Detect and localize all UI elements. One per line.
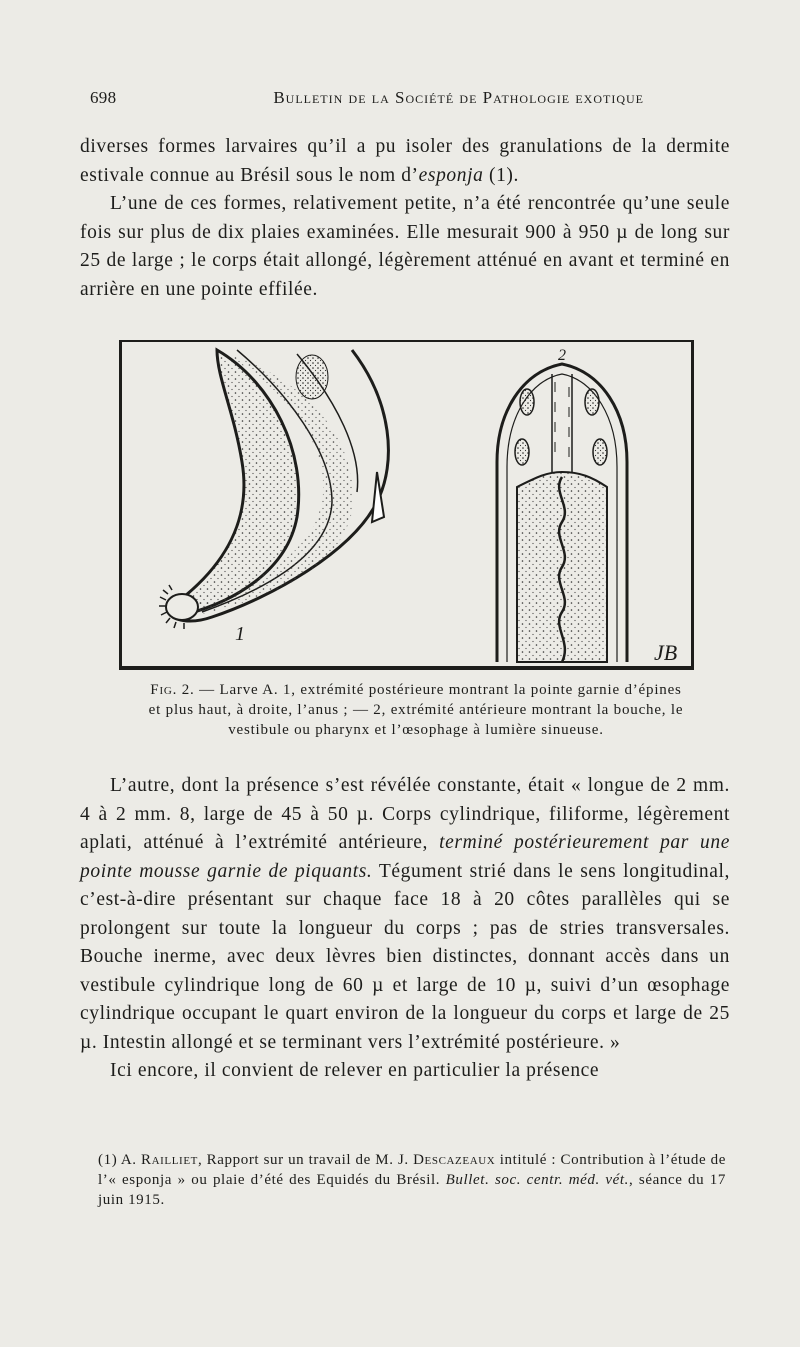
larva-anterior-drawing (497, 364, 627, 662)
paragraph-3-text: L’autre, dont la présence s’est révélée constante, était « longue de 2 mm. 4 à 2 mm. 8, large de 45 à 50 µ. Corps cylindrique, filiforme, légèrement aplati, atténué à l’extrémité antérieure, (80, 775, 730, 853)
paragraph-4: Ici encore, il convient de relever en particulier la présence (110, 1060, 600, 1081)
footnote-journal: Bullet. soc. centr. méd. vét. (445, 1172, 630, 1188)
caption-text: — Larve A. 1, extrémité postérieure montrant la pointe garnie d’épines et plus haut, à droite, l’anus ; — 2, extrémité antérieure montrant la bouche, le vestibule ou pharynx et l’œsophage à lumière sinueuse. (148, 682, 684, 738)
body-text-upper (80, 133, 730, 304)
footnote (98, 1150, 726, 1210)
footnote-author-2: Descazeaux (413, 1152, 496, 1168)
figure-illustration (122, 342, 691, 666)
figure-label-2: 2 (558, 347, 566, 364)
paragraph-2: L’une de ces formes, relativement petite, n’a été rencontrée qu’une seule fois sur plus de dix plaies examinées. Elle mesurait 900 à 950 µ de long sur 25 de large ; le corps était allongé, légèrement atténué en avant et terminé en arrière en une pointe effilée. (80, 193, 730, 300)
figure-caption (146, 680, 686, 740)
page-number: 698 (90, 88, 117, 107)
caption-figure-number: Fig. 2. (150, 682, 195, 698)
footnote-text-3: , séance du 17 juin 1915. (98, 1172, 726, 1208)
figure-larva (119, 340, 694, 670)
paragraph-1-italic: esponja (418, 164, 484, 186)
paragraph-1 (80, 133, 730, 190)
larva-posterior-drawing (159, 350, 388, 629)
paragraph-3-italic: terminé postérieurement par une pointe mousse garnie de piquants. (80, 832, 730, 882)
footnote-marker: (1) A. (98, 1152, 141, 1168)
paragraph-1-text: diverses formes larvaires qu’il a pu isoler des granulations de la dermite estivale connue au Brésil sous le nom d’ (80, 136, 730, 186)
running-header (90, 88, 644, 112)
footnote-ref: (1). (483, 164, 520, 186)
figure-label-1: 1 (235, 623, 245, 645)
artist-signature: JB (654, 640, 678, 665)
running-title: Bulletin de la Société de Pathologie exotique (273, 88, 644, 107)
body-text-lower (80, 772, 730, 1086)
paragraph-3 (80, 772, 730, 1057)
footnote-text-1: , Rapport sur un travail de M. J. (197, 1152, 414, 1168)
footnote-text-2: intitulé : Contribution à l’étude de l’« esponja » ou plaie d’été des Equidés du Brésil. (98, 1152, 726, 1188)
footnote-author: Railliet (141, 1152, 198, 1168)
paragraph-3-rest: Tégument strié dans le sens longitudinal, c’est-à-dire présentant sur chaque face 18 à 20 côtes parallèles qui se prolongent sur toute la longueur du corps ; pas de stries transversales. Bouche inerme, avec deux lèvres bien distinctes, donnant accès dans un vestibule cylindrique long de 60 µ et large de 10 µ, suivi d’un œsophage cylindrique occupant le quart environ de la longueur du corps et large de 25 µ. Intestin allongé et se terminant vers l’extrémité postérieure. » (80, 860, 730, 1053)
